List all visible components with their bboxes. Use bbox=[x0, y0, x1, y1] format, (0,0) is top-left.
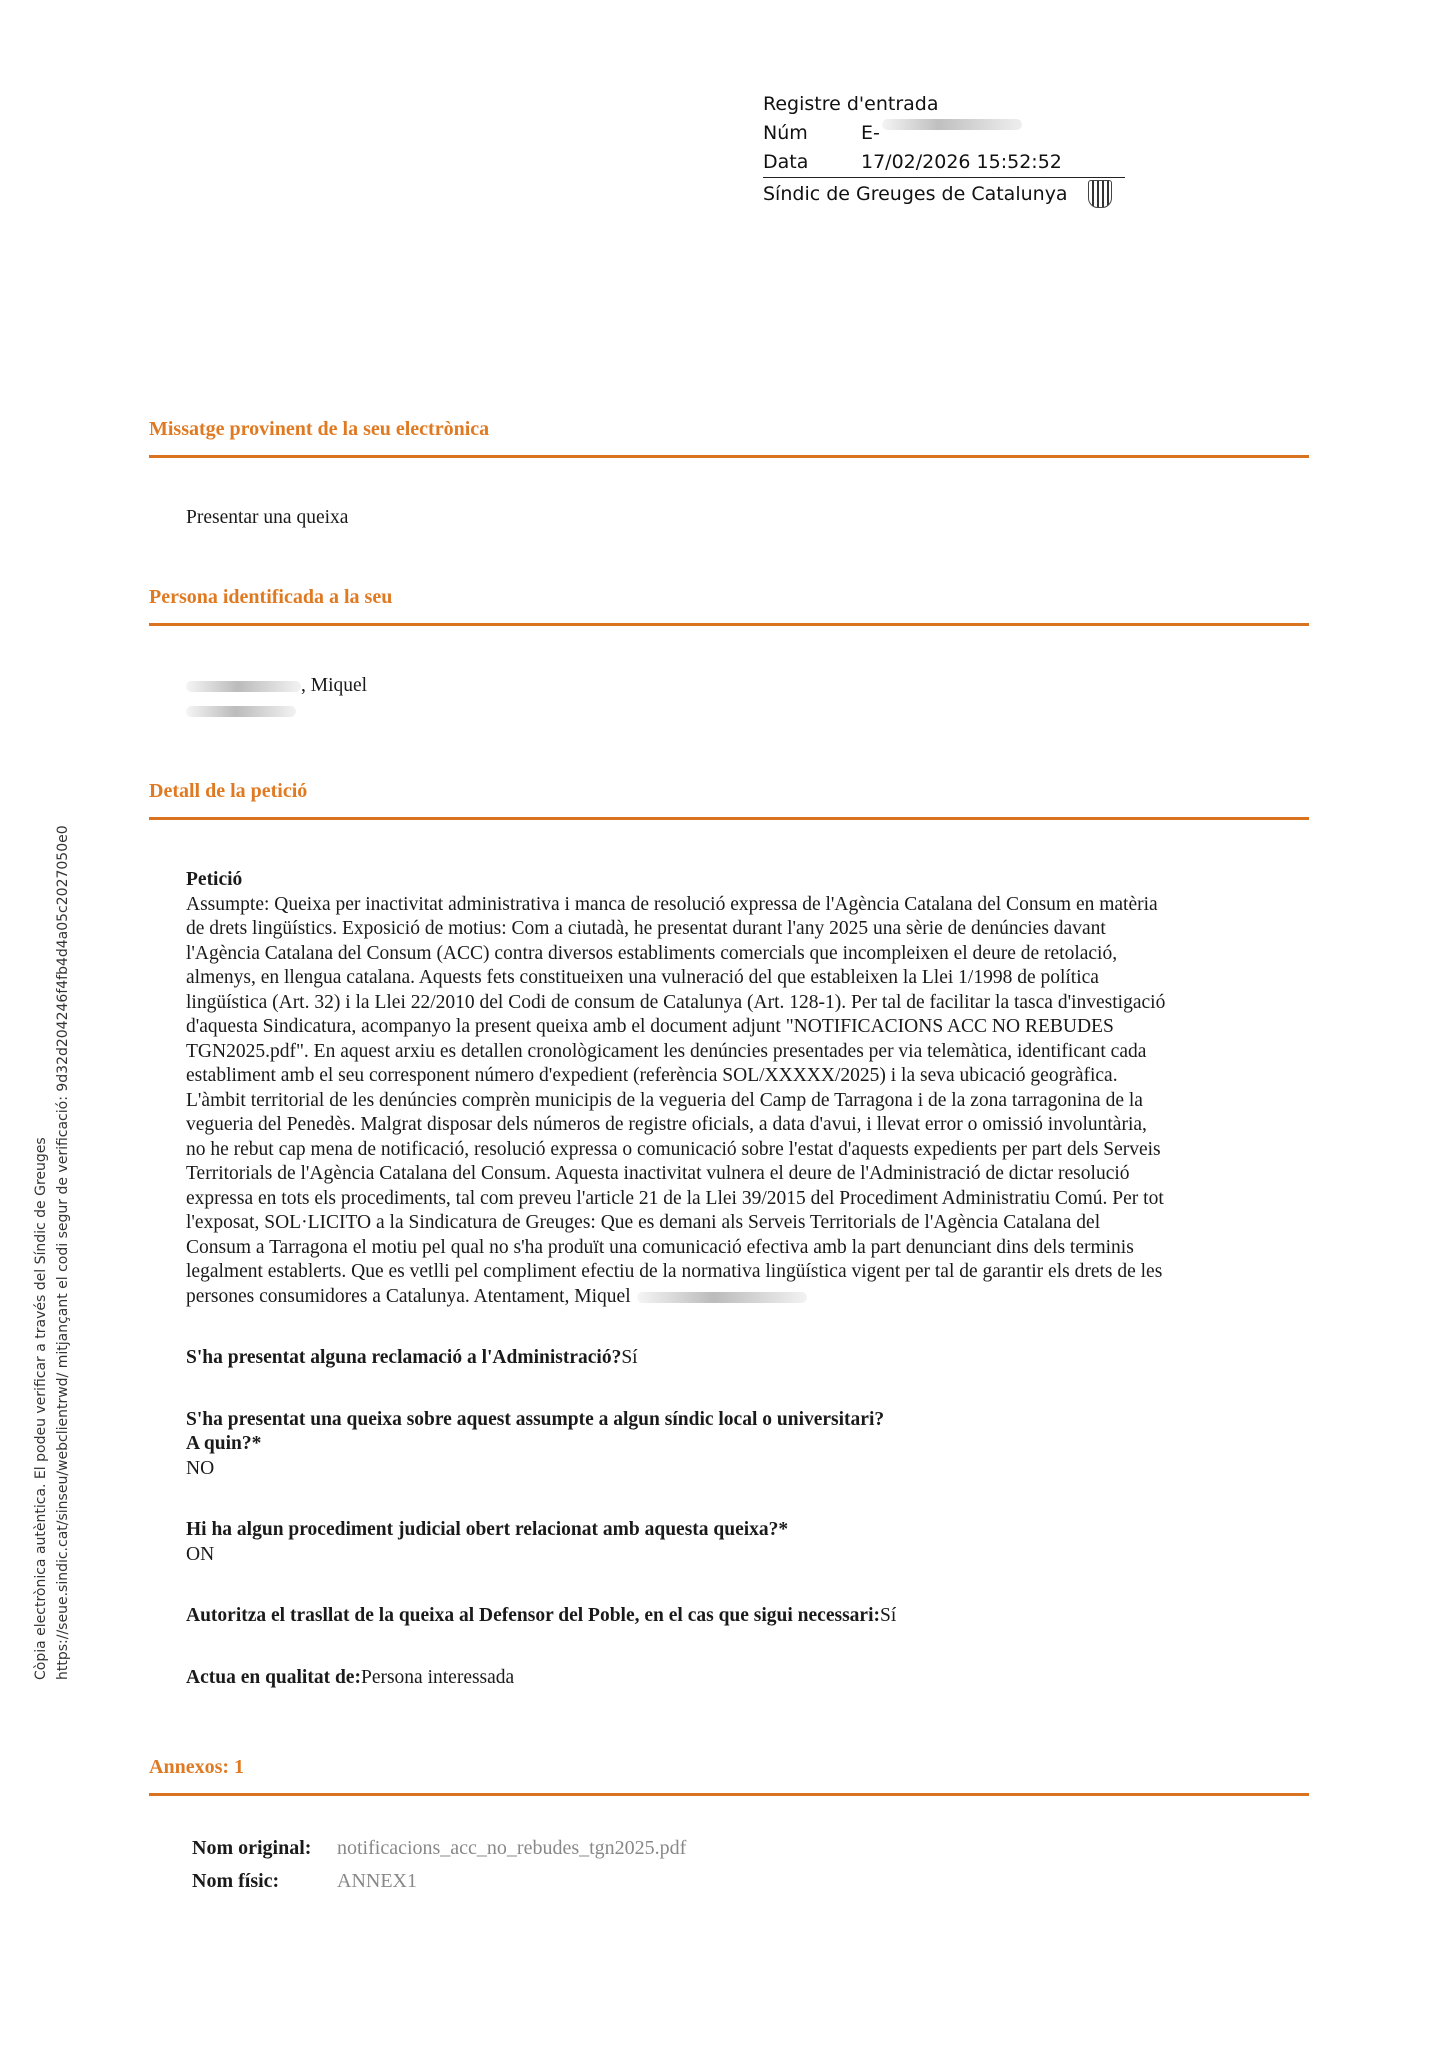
stamp-date-value: 17/02/2026 15:52:52 bbox=[861, 151, 1062, 173]
stamp-num-row bbox=[763, 119, 1125, 148]
annex-physical-label: Nom físic: bbox=[192, 1870, 280, 1892]
person-name: , Miquel bbox=[301, 675, 368, 696]
annex-original-label: Nom original: bbox=[192, 1837, 312, 1859]
stamp-title: Registre d'entrada bbox=[763, 93, 939, 115]
stamp-organization: Síndic de Greuges de Catalunya bbox=[763, 183, 1068, 205]
peticio-line: persones consumidores a Catalunya. Atentament, Miquel bbox=[186, 1285, 631, 1307]
peticio-line: vegueria del Penedès. Malgrat disposar dels números de registre oficials, a data d'avui, i llevat error o omissió involuntària, bbox=[186, 1114, 1147, 1135]
question-trasllat-answer: Sí bbox=[879, 1605, 897, 1626]
redacted-surname bbox=[186, 681, 301, 692]
section-message bbox=[149, 418, 1309, 458]
person-id-row bbox=[186, 699, 1306, 724]
annex-original-value: notificacions_acc_no_rebudes_tgn2025.pdf bbox=[337, 1837, 687, 1859]
person-name-row bbox=[186, 674, 1306, 699]
side-text-line-2: https://seue.sindic.cat/sinseu/webclientrwd/ mitjançant el codi segur de verificació: 9d32d204246f4fb4d4a05c2027050e0 bbox=[55, 825, 71, 1680]
stamp-date-label: Data bbox=[763, 151, 809, 173]
peticio-line: L'àmbit territorial de les denúncies comprèn municipis de la vegueria del Camp de Tarragona i de la zona tarragonina de la bbox=[186, 1089, 1143, 1111]
side-text-line-1: Còpia electrònica autèntica. El podeu verificar a través del Síndic de Greuges bbox=[33, 1137, 49, 1680]
peticio-line: almenys, en llengua catalana. Aquests fets constitueixen una vulneració del que estableixen la Llei 1/1998 de política bbox=[186, 967, 1099, 988]
question-reclamacio bbox=[186, 1346, 1306, 1371]
peticio-line: expressa en tots els procediments, tal com preveu l'article 21 de la Llei 39/2015 del Procediment Administratiu Comú. Per tot bbox=[186, 1187, 1164, 1209]
question-reclamacio-label: S'ha presentat alguna reclamació a l'Administració? bbox=[186, 1347, 622, 1368]
annex-physical-value: ANNEX1 bbox=[337, 1870, 417, 1892]
section-message-heading: Missatge provinent de la seu electrònica bbox=[149, 418, 1309, 458]
question-sindic-local-answer: NO bbox=[186, 1457, 215, 1479]
peticio-line: no he rebut cap mena de notificació, resolució expressa o comunicació sobre l'estat d'aquests expedients per part dels Serveis bbox=[186, 1138, 1161, 1160]
stamp-num-label: Núm bbox=[763, 122, 808, 144]
peticio-line: d'aquesta Sindicatura, acompanyo la present queixa amb el document adjunt "NOTIFICACIONS ACC NO REBUDES bbox=[186, 1016, 1114, 1037]
peticio-line: Consum a Tarragona el motiu pel qual no s'ha produït una comunicació efectiva amb la part denunciant dins dels terminis bbox=[186, 1236, 1134, 1258]
peticio-line: Assumpte: Queixa per inactivitat administrativa i manca de resolució expressa de l'Agència Catalana del Consum en matèria bbox=[186, 893, 1158, 915]
section-person bbox=[149, 586, 1309, 626]
question-sindic-local-label: S'ha presentat una queixa sobre aquest assumpte a algun síndic local o universitari? bbox=[186, 1408, 885, 1430]
peticio-line: Territorials de l'Agència Catalana del Consum. Aquesta inactivitat vulnera el deure de l'Administració de dictar resolució bbox=[186, 1163, 1130, 1184]
question-qualitat-answer: Persona interessada bbox=[360, 1666, 515, 1688]
person-block bbox=[186, 674, 1306, 723]
registration-stamp bbox=[763, 90, 1125, 210]
detail-block bbox=[186, 868, 1306, 1690]
peticio-line-last bbox=[186, 1285, 1306, 1310]
catalonia-seal-icon bbox=[1088, 180, 1112, 208]
question-trasllat bbox=[186, 1604, 1306, 1629]
peticio-text bbox=[186, 893, 1306, 1310]
stamp-num-value: E- bbox=[861, 122, 880, 144]
question-qualitat bbox=[186, 1666, 1306, 1691]
peticio-line: establiment amb el seu corresponent número d'expedient (referència SOL/XXXXX/2025) i la seva ubicació geogràfica. bbox=[186, 1065, 1118, 1086]
peticio-label: Petició bbox=[186, 869, 243, 890]
peticio-line: l'exposat, SOL·LICITO a la Sindicatura de Greuges: Que es demani als Serveis Territorials de l'Agència Catalana del bbox=[186, 1212, 1101, 1233]
question-judicial bbox=[186, 1518, 1306, 1567]
stamp-date-row bbox=[763, 148, 1125, 177]
question-qualitat-label: Actua en qualitat de: bbox=[186, 1666, 361, 1688]
annex-block bbox=[192, 1832, 686, 1898]
peticio-line: TGN2025.pdf". En aquest arxiu es detallen cronològicament les denúncies presentades per via telemàtica, identificant cada bbox=[186, 1040, 1147, 1062]
annex-physical-row bbox=[192, 1865, 686, 1898]
peticio-line: de drets lingüístics. Exposició de motius: Com a ciutadà, he presentat durant l'any 2025 una sèrie de denúncies davant bbox=[186, 918, 1106, 939]
section-detail-heading: Detall de la petició bbox=[149, 780, 1309, 820]
section-annex bbox=[149, 1756, 1309, 1796]
question-sindic-local bbox=[186, 1408, 1306, 1482]
section-detail bbox=[149, 780, 1309, 820]
question-sindic-local-sub: A quin?* bbox=[186, 1433, 262, 1454]
peticio-line: l'Agència Catalana del Consum (ACC) contra diversos establiments comercials que incompleixen el deure de retolació, bbox=[186, 942, 1118, 964]
question-judicial-answer: ON bbox=[186, 1543, 215, 1565]
peticio-line: lingüística (Art. 32) i la Llei 22/2010 del Codi de consum de Catalunya (Art. 128-1). Per tal de facilitar la tasca d'investigació bbox=[186, 991, 1166, 1013]
question-trasllat-label: Autoritza el trasllat de la queixa al Defensor del Poble, en el cas que sigui necessari: bbox=[186, 1605, 880, 1626]
peticio-line: legalment establerts. Que es vetlli pel compliment efectiu de la normativa lingüística vigent per tal de garantir els drets de les bbox=[186, 1261, 1163, 1282]
stamp-title-row bbox=[763, 90, 1125, 119]
stamp-org-row bbox=[763, 178, 1125, 210]
annex-original-row bbox=[192, 1832, 686, 1865]
redacted-signature-surname bbox=[637, 1292, 807, 1303]
verification-side-text bbox=[30, 825, 74, 1680]
question-judicial-label: Hi ha algun procediment judicial obert relacionat amb aquesta queixa?* bbox=[186, 1519, 789, 1540]
message-body: Presentar una queixa bbox=[186, 507, 349, 528]
question-reclamacio-answer: Sí bbox=[621, 1347, 638, 1368]
redacted-number bbox=[882, 119, 1022, 130]
redacted-id bbox=[186, 706, 296, 717]
section-person-heading: Persona identificada a la seu bbox=[149, 586, 1309, 626]
section-annex-heading: Annexos: 1 bbox=[149, 1756, 1309, 1796]
